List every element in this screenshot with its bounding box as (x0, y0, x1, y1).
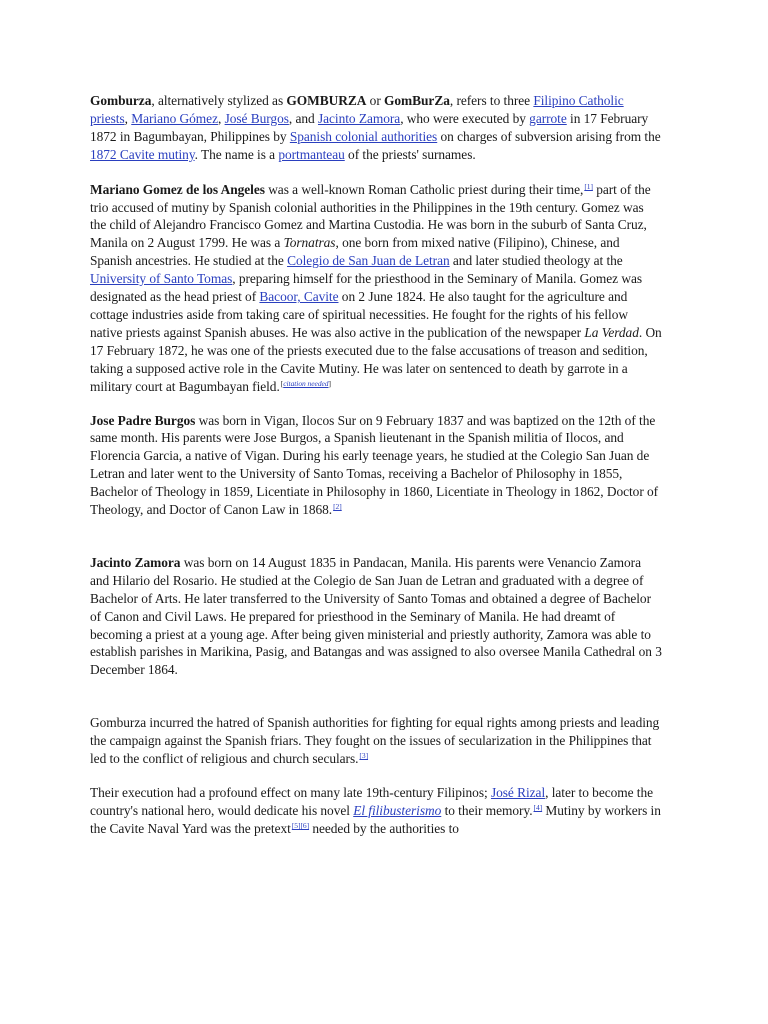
link-garrote[interactable]: garrote (529, 110, 567, 126)
bold-term: Gomburza (90, 93, 152, 108)
gomez-paragraph (90, 181, 662, 396)
text: on 2 June 1824. He also taught for the agriculture and cottage industries aside from taking care of spiritual necessities. He fought for the rights of his fellow native priests against Spanish abuses. He was also active in the publication of the newspaper (90, 289, 628, 340)
intro-paragraph (90, 92, 662, 164)
text: part of the trio accused of mutiny by Spanish colonial authorities in the Philippines in the 19th century. Gomez was the child of Alejandro Francisco Gomez and Martina Custodia. He was born in the suburb of Santa Cruz, Manila on 2 August 1799. He was a (90, 181, 651, 251)
text: was born on 14 August 1835 in Pandacan, Manila. His parents were Venancio Zamora and Hilario del Rosario. He studied at the Colegio de San Juan de Letran and graduated with a degree of Bachelor of Arts. He later transferred to the University of Santo Tomas and obtained a degree of Bachelor of Canon and Civil Laws. He prepared for priesthood in the Seminary of Manila. He had dreamt of becoming a priest at a young age. After being given ministerial and priestly authority, Zamora was able to establish parishes in Marikina, Pasig, and Batangas and was assigned to also oversee Manila Cathedral on 3 December 1864. (90, 554, 662, 678)
reference-sup (333, 502, 342, 511)
link-university-of-santo-tomas[interactable]: University of Santo Tomas (90, 271, 233, 287)
text: was a well-known Roman Catholic priest during their time, (264, 181, 584, 197)
text: of the priests' surnames. (344, 146, 476, 162)
link-jacinto-zamora[interactable]: Jacinto Zamora (317, 110, 401, 126)
zamora-paragraph (90, 554, 662, 679)
link-1872-cavite-mutiny[interactable]: 1872 Cavite mutiny (90, 146, 195, 162)
bold-term: GOMBURZA (286, 93, 367, 108)
text: , one born from mixed native (Filipino), Chinese, and Spanish ancestries. He studied at the (90, 235, 620, 269)
reference-link[interactable]: [1] (584, 181, 593, 191)
link-priests[interactable]: priests (90, 110, 125, 126)
link-colegio-de-san-juan-de-letran[interactable]: Colegio de San Juan de Letran (287, 253, 450, 269)
link-filipino-catholic[interactable]: Filipino Catholic (533, 93, 624, 108)
reference-sup (359, 751, 368, 760)
text: , alternatively stylized as (151, 93, 287, 108)
text: , (217, 110, 225, 126)
burgos-paragraph (90, 412, 662, 519)
text: and later studied theology at the (449, 253, 623, 269)
reference-link[interactable]: [4] (533, 802, 543, 812)
text: was born in Vigan, Ilocos Sur on 9 February 1837 and was baptized on the 12th of the same month. His parents were Jose Burgos, a Spanish lieutenant in the Spanish militia of Ilocos, and Florencia Garcia, a native of Vigan. During his early teenage years, he studied at the Colegio San Juan de Letran and later went to the University of Santo Tomas, receiving a Bachelor of Philosophy in 1855, Bachelor of Theology in 1859, Licentiate in Philosophy in 1860, Licentiate in Theology in 1862, Doctor of Theology, and Doctor of Canon Law in 1868. (90, 412, 659, 518)
link-mariano-gomez[interactable]: Mariano Gómez (131, 110, 218, 126)
italic-title: El filibusterismo (353, 802, 442, 818)
text: needed by the authorities to (309, 820, 459, 836)
text: , later to become the country's national hero, would dedicate his novel (90, 785, 654, 818)
bold-term: GomBurZa (384, 93, 450, 108)
reference-link[interactable]: [5] (291, 820, 301, 830)
bold-term: Mariano Gomez de los Angeles (90, 181, 265, 197)
citation-needed-text: citation needed (283, 378, 329, 388)
text: Mutiny by workers in the Cavite Naval Yard was the pretext (90, 802, 661, 836)
bold-term: Jose Padre Burgos (90, 412, 196, 428)
text: , and (288, 110, 318, 126)
text: , refers to three (449, 93, 534, 108)
text: . On 17 February 1872, he was one of the priests executed due to the false accusations of treason and sedition, taking a supposed active role in the Cavite Mutiny. He was later on sentenced to death by garrote in a military court at Bagumbayan field. (90, 324, 662, 394)
reference-sup (584, 182, 593, 191)
link-portmanteau[interactable]: portmanteau (278, 146, 345, 162)
bracket-open: [ (280, 378, 284, 388)
bold-term: Jacinto Zamora (90, 554, 181, 570)
link-spanish-colonial-authorities[interactable]: Spanish colonial authorities (289, 128, 438, 144)
text: , who were executed by (400, 110, 530, 126)
text: , preparing himself for the priesthood in the Seminary of Manila. Gomez was designated as the head priest of (90, 271, 643, 305)
text: to their memory. (441, 802, 533, 818)
bracket-close: ] (328, 378, 331, 388)
execution-paragraph (90, 784, 662, 838)
reference-sup (534, 803, 543, 812)
reference-sup (292, 821, 309, 830)
citation-needed-link[interactable] (280, 378, 329, 388)
link-bacoor-cavite[interactable]: Bacoor, Cavite (259, 289, 339, 305)
reference-link[interactable]: [2] (333, 502, 342, 512)
italic-term: La Verdad (584, 324, 639, 340)
text: or (366, 93, 385, 108)
text: Their execution had a profound effect on many late 19th-century Filipinos; (90, 785, 491, 800)
hatred-paragraph (90, 714, 662, 768)
text: on charges of subversion arising from the (437, 128, 661, 144)
link-el-filibusterismo[interactable] (353, 803, 441, 818)
reference-link[interactable]: [6] (300, 820, 310, 830)
italic-term: Tornatras (283, 235, 336, 251)
reference-link[interactable]: [3] (359, 751, 369, 761)
text: . The name is a (194, 146, 279, 162)
citation-needed (281, 379, 331, 388)
article-body (90, 92, 662, 838)
text: , (124, 110, 132, 126)
link-jose-rizal[interactable]: José Rizal (490, 785, 546, 800)
link-jose-burgos[interactable]: José Burgos (224, 110, 289, 126)
text: Gomburza incurred the hatred of Spanish authorities for fighting for equal rights among priests and leading the campaign against the Spanish friars. They fought on the issues of secularization in the Philippines that led to the conflict of religious and church seculars. (90, 715, 660, 767)
text: in 17 February 1872 in Bagumbayan, Philippines by (90, 110, 649, 144)
